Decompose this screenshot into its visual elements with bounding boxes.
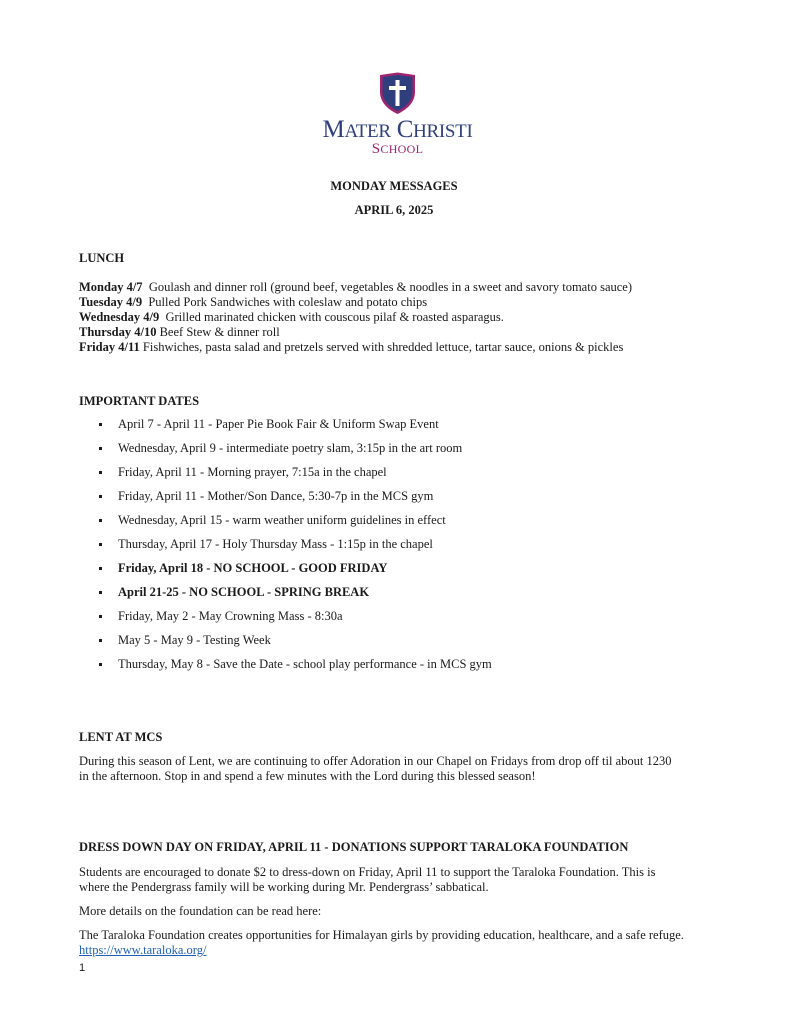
lunch-day: Wednesday 4/9 [79, 310, 160, 324]
lunch-menu: Pulled Pork Sandwiches with coleslaw and potato chips [148, 295, 428, 309]
lent-text-line: During this season of Lent, we are continuing to offer Adoration in our Chapel on Fridays from drop off til about 1230 [79, 754, 672, 768]
list-item: Friday, May 2 - May Crowning Mass - 8:30a [97, 609, 492, 633]
logo-school-name: MATER CHRISTI [322, 116, 473, 143]
lunch-row [79, 310, 504, 325]
page-title: MONDAY MESSAGES [330, 179, 458, 193]
list-item: Thursday, April 17 - Holy Thursday Mass - 1:15p in the chapel [97, 537, 492, 561]
page-number: 1 [79, 962, 86, 974]
school-logo [310, 72, 485, 158]
lunch-day: Friday 4/11 [79, 340, 140, 354]
bullet-icon [99, 519, 102, 522]
taraloka-link[interactable]: https://www.taraloka.org/ [79, 943, 207, 957]
list-item: Wednesday, April 9 - intermediate poetry slam, 3:15p in the art room [97, 441, 492, 465]
list-item: Friday, April 11 - Mother/Son Dance, 5:30-7p in the MCS gym [97, 489, 492, 513]
lunch-day: Thursday 4/10 [79, 325, 157, 339]
lent-text-line: in the afternoon. Stop in and spend a few minutes with the Lord during this blessed season! [79, 769, 536, 783]
shield-cross-icon [310, 72, 485, 116]
lunch-menu: Goulash and dinner roll (ground beef, vegetables & noodles in a sweet and savory tomato sauce) [148, 280, 633, 294]
list-item: April 7 - April 11 - Paper Pie Book Fair & Uniform Swap Event [97, 417, 492, 441]
lunch-row [79, 325, 280, 340]
page-date: APRIL 6, 2025 [354, 203, 434, 217]
lent-heading: LENT AT MCS [79, 730, 163, 744]
list-item: Friday, April 11 - Morning prayer, 7:15a in the chapel [97, 465, 492, 489]
lunch-day: Monday 4/7 [79, 280, 143, 294]
lunch-row [79, 340, 623, 355]
bullet-icon [99, 567, 102, 570]
lunch-heading: LUNCH [79, 251, 125, 265]
dress-down-text-line: Students are encouraged to donate $2 to dress-down on Friday, April 11 to support the Taraloka Foundation. This is [79, 865, 656, 879]
bullet-icon [99, 663, 102, 666]
list-item: May 5 - May 9 - Testing Week [97, 633, 492, 657]
lunch-menu: Fishwiches, pasta salad and pretzels served with shredded lettuce, tartar sauce, onions & pickles [142, 340, 624, 354]
important-dates-heading: IMPORTANT DATES [79, 394, 200, 408]
dress-down-details: More details on the foundation can be read here: [79, 904, 322, 918]
logo-school-subtitle: SCHOOL [371, 141, 424, 157]
list-item: Friday, April 18 - NO SCHOOL - GOOD FRIDAY [97, 561, 492, 585]
dress-down-text-line: where the Pendergrass family will be working during Mr. Pendergrass’ sabbatical. [79, 880, 489, 894]
bullet-icon [99, 615, 102, 618]
lunch-row [79, 295, 427, 310]
lunch-row [79, 280, 632, 295]
list-item: Wednesday, April 15 - warm weather uniform guidelines in effect [97, 513, 492, 537]
list-item: April 21-25 - NO SCHOOL - SPRING BREAK [97, 585, 492, 609]
list-item: Thursday, May 8 - Save the Date - school play performance - in MCS gym [97, 657, 492, 681]
important-dates-list [97, 417, 492, 681]
foundation-link-line [79, 943, 206, 958]
bullet-icon [99, 423, 102, 426]
bullet-icon [99, 495, 102, 498]
foundation-description: The Taraloka Foundation creates opportunities for Himalayan girls by providing education, healthcare, and a safe refuge. [79, 928, 684, 942]
bullet-icon [99, 639, 102, 642]
bullet-icon [99, 591, 102, 594]
bullet-icon [99, 447, 102, 450]
lunch-menu: Grilled marinated chicken with couscous pilaf & roasted asparagus. [165, 310, 504, 324]
bullet-icon [99, 471, 102, 474]
dress-down-heading: DRESS DOWN DAY ON FRIDAY, APRIL 11 - DONATIONS SUPPORT TARALOKA FOUNDATION [79, 840, 629, 854]
bullet-icon [99, 543, 102, 546]
lunch-day: Tuesday 4/9 [79, 295, 143, 309]
lunch-menu: Beef Stew & dinner roll [159, 325, 280, 339]
